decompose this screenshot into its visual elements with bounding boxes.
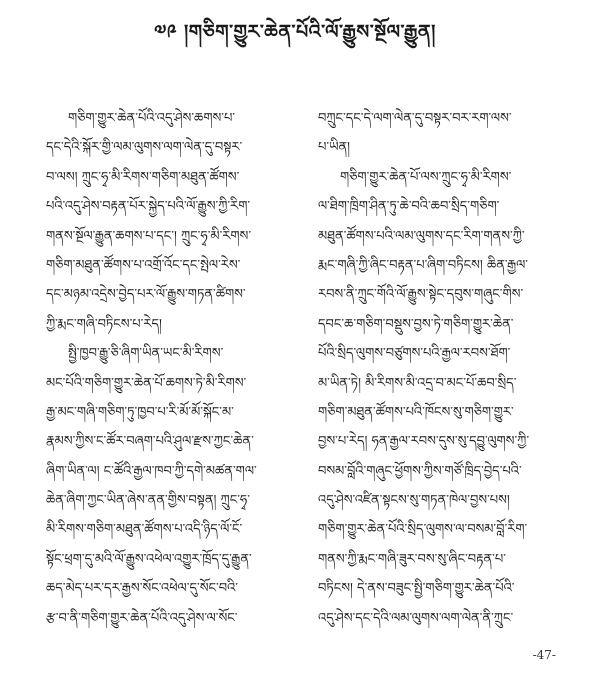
text-line: འདུ་ཤེས་དང་དེའི་ལམ་ལུགས་ལག་ལེན་ནི་ཀྲུང་: [318, 610, 514, 626]
text-line: རྒྱ་མང་གཞི་གཅིག་ཏུ་ཁྱབ་པ་རི་མོ་མོ་སྐོང་མ་: [46, 404, 234, 420]
text-line: གཅིག་མཐུན་ཚོགས་པ་འགྲོ་འོང་དང་སྤེལ་རེས་: [46, 257, 241, 273]
text-line: གཅིག་གྱུར་ཆེན་པོའི་འདུ་ཤེས་ཆགས་པ་: [68, 111, 236, 126]
text-line: པོའི་སྲིད་ལུགས་བཙུགས་པའི་རྒྱལ་རབས་ཐོག་: [318, 346, 511, 362]
text-line: ལ་ཐིག་ཁྲིག་ཤིན་ཏུ་ཆེ་བའི་ཆབ་སྲིད་གཅིག་: [318, 199, 500, 215]
text-line: གཅིག་མཐུན་ཚོགས་པའི་ཁོངས་སུ་གཅིག་གྱུར་: [318, 404, 514, 420]
text-line: པ་ཡིན།: [318, 140, 351, 156]
text-line: མང་པོའི་གཅིག་གྱུར་ཆེན་པོ་ཆགས་ཏེ་མི་རིགས་: [46, 375, 247, 391]
text-line: རྩ་བ་ནི་གཅིག་གྱུར་ཆེན་པོའི་འདུ་ཤེས་ལ་སོང་: [46, 610, 238, 626]
right-text-column: [318, 104, 554, 633]
text-line: རྣམས་ཀྱིས་ང་ཚོར་བཞག་པའི་ཤུལ་རྫས་ཀྱང་ཆེན་: [46, 434, 254, 450]
text-line: པའི་འདུ་ཤེས་བརྟན་པོར་སྐྱེད་པའི་ལོ་རྒྱུས་ཀྱི་རིག་: [46, 199, 251, 215]
text-line: གནས་སྔོལ་རྒྱུན་ཆགས་པ་དང་། ཀྲུང་ཧྭ་མི་རིགས་: [46, 228, 252, 244]
text-line: བཏིངས། དེ་ནས་བཟུང་སྤྱི་གཅིག་གྱུར་ཆེན་པོའི་: [318, 581, 515, 597]
text-line: གཅིག་གྱུར་ཆེན་པོ་ལས་ཀྲུང་ཧྭ་མི་རིགས་: [340, 169, 512, 185]
text-line: མཐུན་ཚོགས་པའི་ལམ་ལུགས་དང་རིག་གནས་ཀྱི་: [318, 228, 525, 244]
text-line: བཀྲུང་དང་དེ་ལག་ལེན་དུ་བསྟར་བར་རག་ལས་: [318, 111, 512, 126]
text-line: བྱས་པ་རེད། ཧན་རྒྱལ་རབས་དུས་སུ་དབྱུ་ལུགས་ཀྱི་: [318, 434, 530, 450]
text-line: ཀྱི་རྨང་གཞི་བཏིངས་པ་རེད།: [46, 316, 162, 332]
page-number: -47-: [532, 648, 556, 662]
text-line: ཆེན་ཞིག་ཀྱང་ཡིན་ཞེས་ནན་གྱིས་བསྟན། ཀྲུང་ཧྭ་: [46, 493, 250, 509]
text-line: འདུ་ཤེས་འཛིན་སྟངས་སུ་གཏན་ཁེལ་བྱས་པས།: [318, 493, 510, 509]
text-line: དབང་ཆ་གཅིག་བསྡུས་བྱས་ཏེ་གཅིག་གྱུར་ཆེན་: [318, 316, 514, 332]
text-line: གཅིག་གྱུར་ཆེན་པོའི་སྲིད་ལུགས་ལ་བསམ་བློ་རིག་: [318, 522, 528, 538]
text-line: མ་ཡིན་ཏེ། མི་རིགས་མི་འདྲ་བ་མང་པོ་ཆབ་སྲིད་: [318, 375, 517, 391]
text-line: ཆད་མེད་པར་དར་རྒྱས་སོང་འཕེལ་དུ་སོང་བའི་: [46, 581, 238, 597]
text-line: ཞིག་ཡིན་ལ། ང་ཚོའི་རྒྱལ་ཁབ་ཀྱི་དགེ་མཚན་གལ་: [46, 463, 257, 479]
text-line: བ་ལས། ཀྲུང་ཧྭ་མི་རིགས་གཅིག་མཐུན་ཚོགས་: [46, 169, 240, 185]
text-line: རྨང་གཞི་ཀྱི་ཞིང་བརྟན་པ་ཞིག་བཏིངས། ཆིན་རྒྱལ་: [318, 257, 529, 273]
text-line: གནས་ཀྱི་རྨང་གཞི་ཟུར་བས་སུ་ཞིང་བརྟན་པ་: [318, 551, 506, 567]
text-line: དང་མཉམ་འདྲེས་བྱེད་པར་ལོ་རྒྱུས་གཏན་ཚིགས་: [46, 287, 246, 303]
text-line: སྟོང་ཕྲག་དུ་མའི་ལོ་རྒྱུས་འཕེལ་འགྱུར་ཁྲོད་དུ་རྒྱུན་: [46, 551, 252, 567]
text-line: སྤྱི་ཁྱབ་རྒྱུ་ཅི་ཞིག་ཡིན་ཡང་མི་རིགས་: [68, 346, 224, 362]
text-line: མི་རིགས་གཅིག་མཐུན་ཚོགས་པ་འདི་ཉིད་ལོ་ངོ་: [46, 522, 243, 538]
text-line: རབས་ནི་ཀྲུང་གོའི་ལོ་རྒྱུས་སྟེང་དབུས་གཞུང་གིས་: [318, 287, 524, 303]
page-title: ༧༩ །གཅིག་གྱུར་ཆེན་པོའི་ལོ་རྒྱུས་སྔོལ་རྒྱུན།: [154, 21, 436, 43]
text-line: བསམ་བློའི་གཞུང་ཕྱོགས་ཀྱིས་གཙོ་ཁྲིད་བྱེད་པའི་: [318, 463, 522, 479]
left-text-column: [46, 104, 304, 633]
text-line: དང་དེའི་སྐོར་གྱི་ལམ་ལུགས་ལག་ལེན་དུ་བསྟར་: [46, 140, 243, 156]
